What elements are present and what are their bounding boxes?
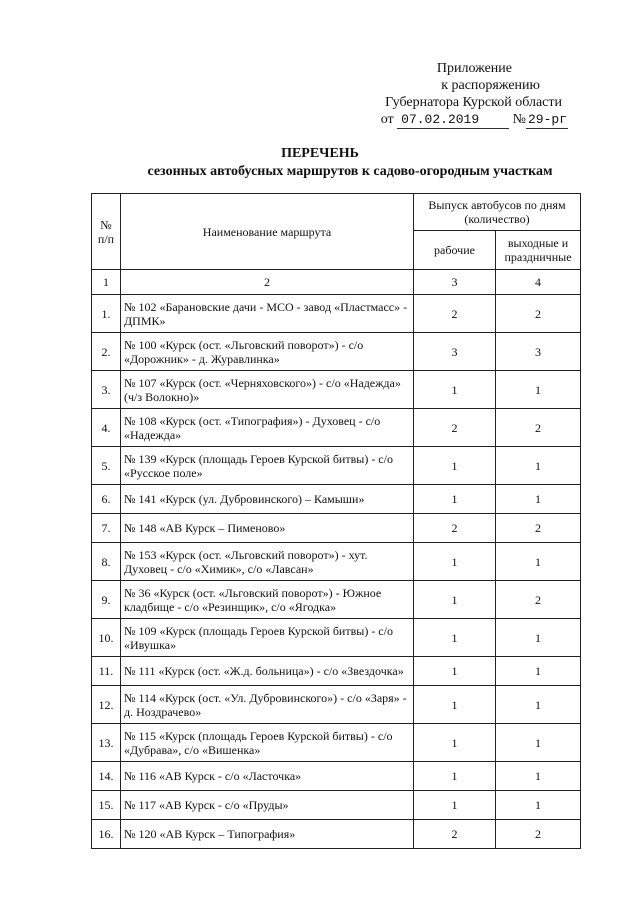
holidays-count: 1 [496, 657, 581, 686]
workdays-count: 1 [414, 724, 496, 762]
route-name: № 107 «Курск (ост. «Черняховского») - с/о «Надежда» (ч/з Волокно)» [121, 371, 414, 409]
workdays-count: 2 [414, 820, 496, 849]
number-prefix: № [512, 112, 526, 127]
table-row [92, 485, 581, 514]
workdays-count: 1 [414, 657, 496, 686]
table-row [92, 514, 581, 543]
appendix-block [348, 60, 568, 129]
workdays-count: 1 [414, 371, 496, 409]
row-number: 9. [92, 581, 121, 619]
table-row [92, 333, 581, 371]
holidays-count: 1 [496, 762, 581, 791]
holidays-count: 1 [496, 485, 581, 514]
holidays-count: 1 [496, 371, 581, 409]
route-name: № 120 «АВ Курск – Типография» [121, 820, 414, 849]
row-number: 7. [92, 514, 121, 543]
row-number: 8. [92, 543, 121, 581]
index-cell: 4 [496, 270, 581, 295]
workdays-count: 1 [414, 686, 496, 724]
row-number: 4. [92, 409, 121, 447]
route-name: № 141 «Курск (ул. Дубровинского) – Камыши» [121, 485, 414, 514]
row-number: 13. [92, 724, 121, 762]
row-number: 12. [92, 686, 121, 724]
row-number: 15. [92, 791, 121, 820]
table-row [92, 409, 581, 447]
routes-table [91, 193, 581, 849]
row-number: 2. [92, 333, 121, 371]
holidays-count: 1 [496, 724, 581, 762]
table-row [92, 791, 581, 820]
holidays-count: 2 [496, 581, 581, 619]
workdays-count: 2 [414, 295, 496, 333]
workdays-count: 3 [414, 333, 496, 371]
holidays-count: 1 [496, 686, 581, 724]
workdays-count: 1 [414, 791, 496, 820]
workdays-count: 1 [414, 581, 496, 619]
document-subtitle: сезонных автобусных маршрутов к садово-огородным участкам [147, 164, 553, 179]
holidays-count: 2 [496, 514, 581, 543]
route-name: № 111 «Курск (ост. «Ж.д. больница») - с/о «Звездочка» [121, 657, 414, 686]
route-name: № 153 «Курск (ост. «Льговский поворот») - хут. Духовец - с/о «Химик», с/о «Лавсан» [121, 543, 414, 581]
route-name: № 117 «АВ Курск - с/о «Пруды» [121, 791, 414, 820]
row-number: 10. [92, 619, 121, 657]
appendix-order-ref: к распоряжению [441, 78, 540, 93]
route-name: № 116 «АВ Курск - с/о «Ласточка» [121, 762, 414, 791]
appendix-title: Приложение [436, 61, 512, 76]
route-name: № 102 «Барановские дачи - МСО - завод «Пластмасс» - ДПМК» [121, 295, 414, 333]
header-workdays: рабочие [414, 231, 496, 270]
workdays-count: 2 [414, 409, 496, 447]
table-row [92, 724, 581, 762]
row-number: 14. [92, 762, 121, 791]
index-cell: 1 [92, 270, 121, 295]
table-row [92, 820, 581, 849]
workdays-count: 1 [414, 619, 496, 657]
route-name: № 36 «Курск (ост. «Льговский поворот») - Южное кладбище - с/о «Резинщик», с/о «Ягодка» [121, 581, 414, 619]
holidays-count: 2 [496, 820, 581, 849]
holidays-count: 2 [496, 409, 581, 447]
appendix-governor: Губернатора Курской области [385, 95, 562, 110]
document-title: ПЕРЕЧЕНЬ [281, 146, 359, 161]
index-row [92, 270, 581, 295]
holidays-count: 1 [496, 791, 581, 820]
header-holidays: выходные и праздничные [496, 231, 581, 270]
order-date: 07.02.2019 [397, 111, 509, 129]
workdays-count: 1 [414, 447, 496, 485]
route-name: № 114 «Курск (ост. «Ул. Дубровинского») - с/о «Заря» - д. Ноздрачево» [121, 686, 414, 724]
header-name: Наименование маршрута [121, 194, 414, 270]
table-row [92, 543, 581, 581]
holidays-count: 1 [496, 543, 581, 581]
header-group: Выпуск автобусов по дням (количество) [414, 194, 581, 231]
holidays-count: 1 [496, 619, 581, 657]
table-row [92, 371, 581, 409]
order-number: 29-рг [528, 112, 568, 127]
table-row [92, 686, 581, 724]
route-name: № 109 «Курск (площадь Героев Курской битвы) - с/о «Ивушка» [121, 619, 414, 657]
table-row [92, 581, 581, 619]
table-row [92, 295, 581, 333]
workdays-count: 2 [414, 514, 496, 543]
row-number: 11. [92, 657, 121, 686]
appendix-date-number [348, 111, 568, 129]
row-number: 1. [92, 295, 121, 333]
holidays-count: 1 [496, 447, 581, 485]
row-number: 3. [92, 371, 121, 409]
route-name: № 148 «АВ Курск – Пименово» [121, 514, 414, 543]
table-row [92, 762, 581, 791]
index-cell: 3 [414, 270, 496, 295]
index-cell: 2 [121, 270, 414, 295]
route-name: № 115 «Курск (площадь Героев Курской битвы) - с/о «Дубрава», с/о «Вишенка» [121, 724, 414, 762]
date-prefix: от [380, 112, 394, 127]
route-name: № 108 «Курск (ост. «Типография») - Духовец - с/о «Надежда» [121, 409, 414, 447]
workdays-count: 1 [414, 762, 496, 791]
holidays-count: 3 [496, 333, 581, 371]
holidays-count: 2 [496, 295, 581, 333]
row-number: 6. [92, 485, 121, 514]
workdays-count: 1 [414, 543, 496, 581]
table-row [92, 657, 581, 686]
workdays-count: 1 [414, 485, 496, 514]
table-row [92, 619, 581, 657]
table-row [92, 447, 581, 485]
route-name: № 100 «Курск (ост. «Льговский поворот») - с/о «Дорожник» - д. Журавлинка» [121, 333, 414, 371]
row-number: 5. [92, 447, 121, 485]
row-number: 16. [92, 820, 121, 849]
route-name: № 139 «Курск (площадь Героев Курской битвы) - с/о «Русское поле» [121, 447, 414, 485]
header-num: № п/п [92, 194, 121, 270]
